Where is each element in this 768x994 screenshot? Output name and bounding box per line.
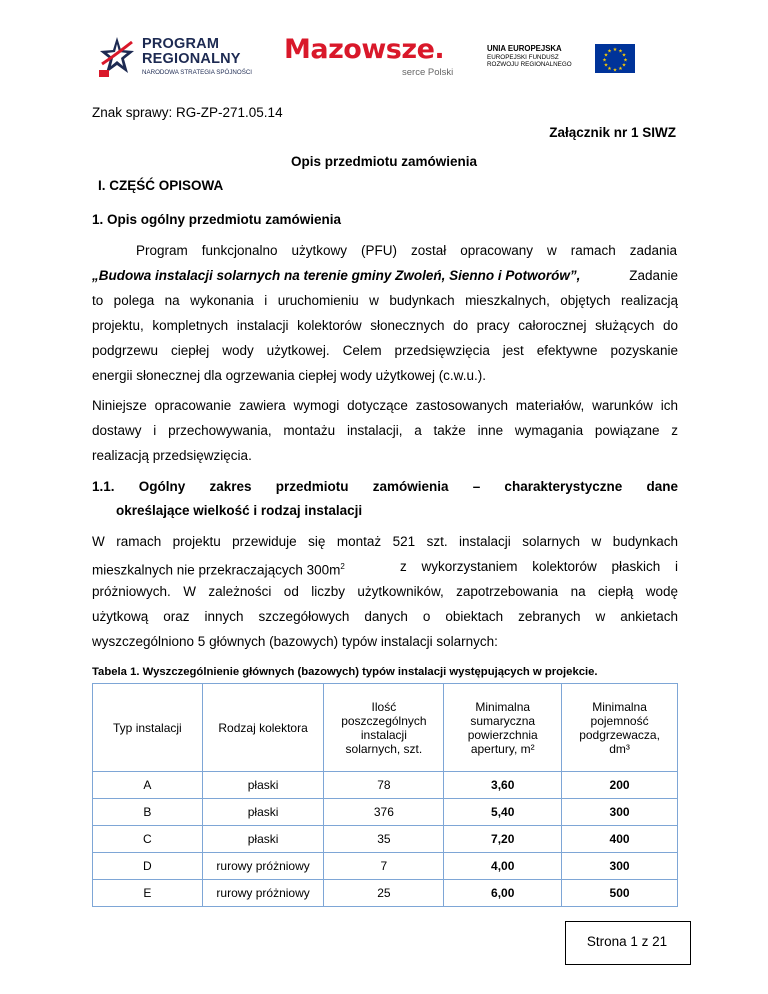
paragraph-line: Program funkcjonalno użytkowy (PFU) został opracowany w ramach zadania bbox=[136, 243, 677, 258]
eu-title: UNIA EUROPEJSKA bbox=[487, 44, 562, 53]
table-cell: 6,00 bbox=[444, 880, 562, 907]
mazowsze-subtitle: serce Polski bbox=[402, 67, 454, 78]
table-cell: 300 bbox=[562, 853, 678, 880]
case-number: Znak sprawy: RG-ZP-271.05.14 bbox=[92, 105, 283, 120]
svg-text:★: ★ bbox=[623, 57, 628, 64]
svg-text:★: ★ bbox=[602, 57, 607, 64]
table-cell: płaski bbox=[202, 826, 324, 853]
svg-text:★: ★ bbox=[618, 48, 623, 55]
table-cell: 200 bbox=[562, 772, 678, 799]
table-header-text: Rodzaj kolektora bbox=[218, 720, 308, 735]
table-cell: rurowy próżniowy bbox=[202, 880, 324, 907]
table-body bbox=[93, 772, 678, 907]
page-number: Strona 1 z 21 bbox=[586, 934, 668, 949]
table-cell: 7 bbox=[324, 853, 444, 880]
svg-text:★: ★ bbox=[607, 66, 612, 72]
table-header-text: pojemność bbox=[590, 713, 649, 728]
table-header-cell bbox=[202, 684, 324, 772]
table-header-row bbox=[93, 684, 678, 772]
table-header-text: poszczególnych bbox=[341, 713, 427, 728]
svg-text:★: ★ bbox=[618, 66, 623, 72]
paragraph-line: Niniejsze opracowanie zawiera wymogi dotyczące zastosowanych materiałów, warunków ich bbox=[92, 398, 678, 413]
table-cell: E bbox=[93, 880, 203, 907]
table-cell: 376 bbox=[324, 799, 444, 826]
table-cell: 4,00 bbox=[444, 853, 562, 880]
table-row bbox=[93, 826, 678, 853]
paragraph-line: W ramach projektu przewiduje się montaż 521 szt. instalacji solarnych w budynkach bbox=[92, 534, 678, 549]
document-title: Opis przedmiotu zamówienia bbox=[290, 154, 478, 169]
table-cell: 5,40 bbox=[444, 799, 562, 826]
svg-text:★: ★ bbox=[603, 62, 609, 69]
table-header-cell bbox=[444, 684, 562, 772]
table-cell: 35 bbox=[324, 826, 444, 853]
table-header-text: Ilość bbox=[371, 699, 397, 714]
paragraph-text: mieszkalnych nie przekraczających 300m bbox=[92, 562, 341, 578]
attachment-label: Załącznik nr 1 SIWZ bbox=[549, 125, 676, 140]
svg-text:★: ★ bbox=[603, 52, 609, 59]
paragraph-line: to polega na wykonania i uruchomieniu w budynkach mieszkalnych, objętych realizacją bbox=[92, 293, 678, 308]
table-header-cell bbox=[562, 684, 678, 772]
svg-text:★: ★ bbox=[621, 62, 627, 69]
paragraph-line: próżniowych. W zależności od liczby użytkowników, zapotrzebowania na ciepłą wodę bbox=[92, 584, 678, 599]
svg-text:★: ★ bbox=[621, 52, 627, 59]
table-header-text: instalacji bbox=[360, 727, 407, 742]
program-title-2: REGIONALNY bbox=[142, 51, 241, 67]
table-header-text: Minimalna bbox=[592, 699, 647, 714]
paragraph-line: wyszczególniono 5 głównych (bazowych) typów instalacji solarnych: bbox=[92, 634, 498, 649]
table-row bbox=[93, 799, 678, 826]
table-caption: Tabela 1. Wyszczególnienie głównych (bazowych) typów instalacji występujących w projekcie. bbox=[92, 666, 598, 678]
table-cell: płaski bbox=[202, 772, 324, 799]
svg-text:★: ★ bbox=[612, 67, 618, 73]
task-name: „Budowa instalacji solarnych na terenie gminy Zwoleń, Sienno i Potworów”, bbox=[92, 268, 581, 283]
table-header-cell bbox=[93, 684, 203, 772]
table-cell: płaski bbox=[202, 799, 324, 826]
table-cell: A bbox=[93, 772, 203, 799]
paragraph-line: użytkową oraz innych szczegółowych danych o obiektach zebranych w ankietach bbox=[92, 609, 678, 624]
paragraph-line bbox=[92, 268, 678, 284]
table-header-text: Minimalna bbox=[475, 699, 531, 714]
subsection-11-heading-cont: określające wielkość i rodzaj instalacji bbox=[116, 503, 363, 518]
table-header-cell bbox=[324, 684, 444, 772]
table-cell: B bbox=[93, 799, 203, 826]
eu-logo bbox=[487, 44, 637, 80]
table-cell: rurowy próżniowy bbox=[202, 853, 324, 880]
table-cell: D bbox=[93, 853, 203, 880]
program-star-icon bbox=[98, 34, 136, 78]
svg-text:★: ★ bbox=[612, 47, 618, 53]
subsection-heading: 1. Opis ogólny przedmiotu zamówienia bbox=[92, 212, 342, 227]
table-cell: 400 bbox=[562, 826, 678, 853]
table-row bbox=[93, 853, 678, 880]
program-subtitle: NARODOWA STRATEGIA SPÓJNOŚCI bbox=[142, 69, 253, 76]
paragraph-line: projektu, kompletnych instalacji kolektorów słonecznych do pracy całorocznej służących do bbox=[92, 318, 678, 333]
mazowsze-logo bbox=[284, 36, 464, 86]
mazowsze-title: Mazowsze. bbox=[284, 34, 445, 65]
table-cell: 7,20 bbox=[444, 826, 562, 853]
paragraph-line: energii słonecznej dla ogrzewania ciepłej wody użytkowej (c.w.u.). bbox=[92, 368, 486, 383]
table-header-text: sumaryczna bbox=[470, 713, 536, 728]
paragraph-text: z wykorzystaniem kolektorów płaskich i bbox=[400, 559, 678, 574]
program-title-1: PROGRAM bbox=[142, 36, 220, 52]
section-heading: I. CZĘŚĆ OPISOWA bbox=[98, 178, 224, 193]
paragraph-line: podgrzewu ciepłej wody użytkowej. Celem przedsięwzięcia jest efektywne pozyskanie bbox=[92, 343, 678, 358]
paragraph-line bbox=[92, 559, 678, 579]
eu-flag-icon bbox=[595, 44, 635, 73]
table-cell: 78 bbox=[324, 772, 444, 799]
svg-text:★: ★ bbox=[607, 48, 612, 55]
task-after: Zadanie bbox=[629, 268, 678, 283]
table-cell: C bbox=[93, 826, 203, 853]
program-regionalny-logo bbox=[98, 34, 253, 84]
eu-fund-line-1: EUROPEJSKI FUNDUSZ bbox=[487, 54, 559, 61]
table-cell: 3,60 bbox=[444, 772, 562, 799]
table-cell: 300 bbox=[562, 799, 678, 826]
table-header-text: apertury, m² bbox=[470, 741, 535, 756]
table-row bbox=[93, 880, 678, 907]
table-header-text: powierzchnia bbox=[467, 727, 538, 742]
table-header-text: solarnych, szt. bbox=[345, 741, 423, 756]
installation-types-table bbox=[92, 683, 678, 907]
paragraph-line: dostawy i przechowywania, montażu instalacji, a także inne wymagania powiązane z bbox=[92, 423, 678, 438]
table-cell: 25 bbox=[324, 880, 444, 907]
table-header-text: dm³ bbox=[609, 741, 630, 756]
subsection-11-heading: 1.1. Ogólny zakres przedmiotu zamówienia – charakterystyczne dane bbox=[92, 479, 678, 494]
table-row bbox=[93, 772, 678, 799]
table-header-text: Typ instalacji bbox=[113, 720, 182, 735]
table-header-text: podgrzewacza, bbox=[579, 727, 660, 742]
superscript: 2 bbox=[340, 562, 345, 571]
table-cell: 500 bbox=[562, 880, 678, 907]
eu-fund-line-2: ROZWOJU REGIONALNEGO bbox=[487, 61, 572, 69]
paragraph-line: realizacją przedsięwzięcia. bbox=[92, 448, 252, 463]
